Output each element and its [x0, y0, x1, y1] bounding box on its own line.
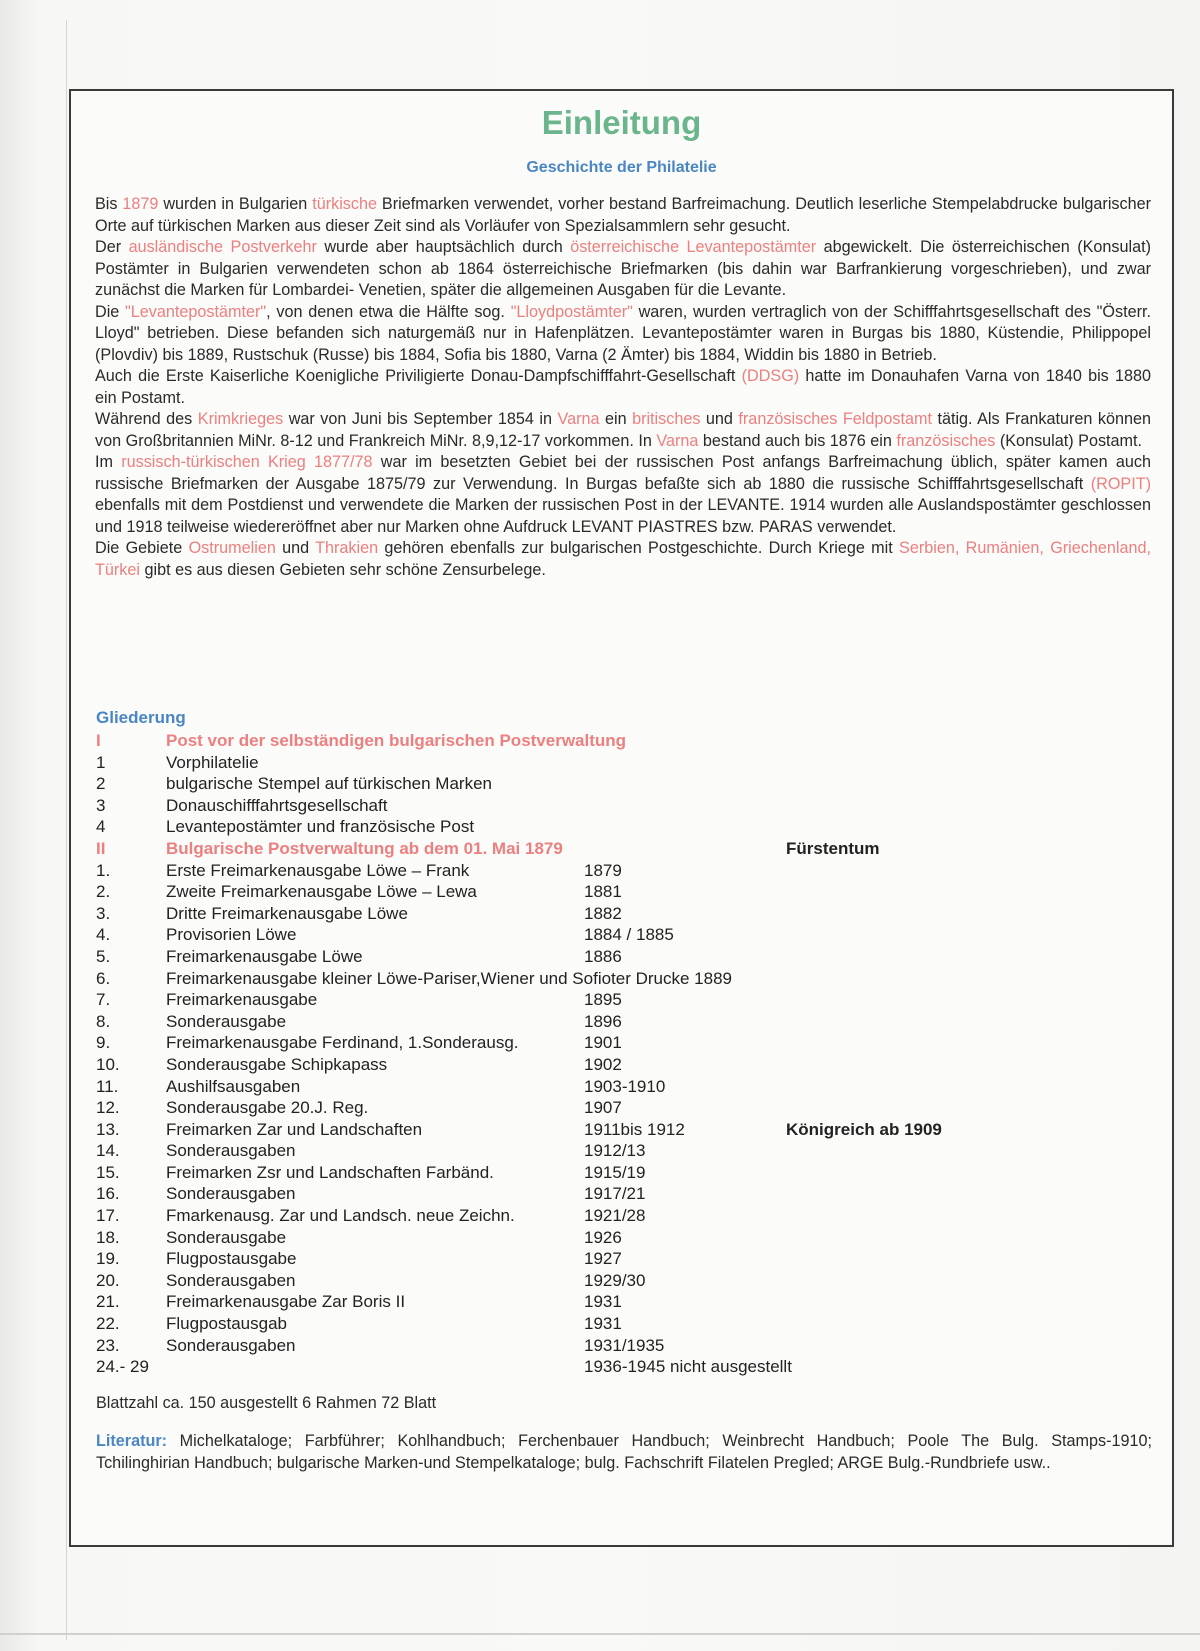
outline-number: 10. — [96, 1054, 120, 1074]
text-run: gibt es aus diesen Gebieten sehr schöne Zensurbelege. — [139, 560, 546, 579]
outline-item — [96, 924, 1156, 946]
highlight-term: "Lloydpostämter" — [510, 302, 633, 321]
outline-title: Erste Freimarkenausgabe Löwe – Frank — [166, 860, 470, 880]
page-title: Einleitung — [541, 104, 702, 141]
outline-number: 14. — [96, 1141, 120, 1161]
outline-title: Sonderausgabe 20.J. Reg. — [166, 1098, 369, 1118]
content-frame — [69, 89, 1174, 1547]
outline-number: II — [96, 838, 106, 858]
outline-year: 1881 — [584, 882, 622, 902]
text-run: ebenfalls mit dem Postdienst und verwendete die Marken der russischen Post in der LEVANTE. 1914 wurden alle Auslandspostämter geschlossen und 1918 teilweise wiedereröffnet aber nur Marken ohne Aufdruck LEVANT PIASTRES bzw. PARAS verwendet. — [95, 496, 1151, 536]
outline-year: 1895 — [584, 990, 622, 1010]
highlight-term: Varna — [557, 410, 600, 428]
outline-year: 1896 — [584, 1011, 622, 1031]
outline-item — [96, 989, 1156, 1011]
paper-edge — [0, 1633, 1200, 1635]
text-run: waren, wurden vertraglich von der Schifffahrtsgesellschaft des "Österr. Lloyd" betrieben. Diese befanden sich naturgemäß nur in Hafenplätzen. Levantepostämter waren in Burgas bis 1880, Küstendie, Philippopel (Plovdiv) bis 1889, Rustschuk (Russe) bis 1884, Sofia bis 1880, Varna (2 Ämter) bis 1884, Widdin bis 1880 in Betrieb. — [95, 302, 1151, 364]
outline-number: 11. — [96, 1076, 119, 1096]
outline-year: 1882 — [584, 903, 622, 923]
outline-item — [96, 1054, 1156, 1076]
text-run: Im — [95, 453, 122, 471]
highlight-term: britisches — [632, 410, 701, 428]
outline-year: 1917/21 — [584, 1184, 646, 1204]
intro-paragraph — [95, 409, 1151, 452]
outline-title: Sonderausgabe — [166, 1227, 287, 1247]
literature-note — [96, 1431, 1152, 1474]
outline-item — [96, 1291, 1156, 1313]
intro-paragraph — [95, 302, 1151, 367]
outline-year: 1931/1935 — [584, 1335, 665, 1355]
outline-item — [96, 1097, 1156, 1119]
outline-item — [96, 1313, 1156, 1335]
text-run: war von Juni bis September 1854 in — [283, 410, 558, 428]
outline-item — [96, 860, 1156, 882]
outline-item — [96, 1119, 1156, 1141]
highlight-term: französisches Feldpostamt — [738, 410, 932, 428]
outline-number: I — [96, 731, 101, 750]
outline-title: Sonderausgabe — [166, 1011, 287, 1031]
outline-item — [96, 773, 1156, 795]
outline-title: Sonderausgabe Schipkapass — [166, 1054, 388, 1074]
text-run: abgewickelt. Die österreichischen (Konsulat) Postämter in Bulgarien verwendeten schon ab 1864 österreichische Briefmarken (bis dahin war Barfrankierung vorgeschrieben), und zwar zunächst die Marken für Lombardei- Venetien, später die allgemeinen Ausgaben für die Levante. — [95, 238, 1151, 299]
outline-item — [96, 1183, 1156, 1205]
outline-number: 23. — [96, 1335, 120, 1355]
highlight-term: österreichische Levantepostämter — [570, 238, 817, 256]
outline-number: 3 — [96, 795, 106, 815]
outline-title: Vorphilatelie — [166, 752, 259, 772]
text-run: , von denen etwa die Hälfte sog. — [266, 302, 511, 321]
outline-title: bulgarische Stempel auf türkischen Marken — [166, 774, 492, 794]
outline-item — [96, 946, 1156, 968]
outline-number: 22. — [96, 1314, 120, 1334]
text-run: Die Gebiete — [95, 539, 189, 557]
outline-title: Provisorien Löwe — [166, 925, 297, 945]
highlight-term: französisches — [896, 431, 996, 450]
outline-item — [96, 1227, 1156, 1249]
text-run: wurde aber hauptsächlich durch — [316, 238, 571, 256]
outline-title: Fmarkenausg. Zar und Landsch. neue Zeichn. — [166, 1206, 515, 1226]
outline-item — [96, 795, 1156, 817]
outline-number: 18. — [96, 1227, 120, 1247]
outline-title: Freimarkenausgabe Löwe — [166, 946, 363, 966]
outline-number: 1. — [96, 860, 111, 880]
outline-year: 1936-1945 nicht ausgestellt — [584, 1357, 792, 1377]
outline-item — [96, 968, 1156, 990]
highlight-term: Ostrumelien — [188, 539, 276, 557]
outline-title: Levantepostämter und französische Post — [166, 817, 475, 837]
text-run: hatte im Donauhafen Varna von 1840 bis 1880 ein Postamt. — [95, 367, 1151, 407]
outline-year: 1931 — [584, 1292, 622, 1312]
outline-number: 17. — [96, 1206, 120, 1226]
outline-item — [96, 1140, 1156, 1162]
text-run: war im besetzten Gebiet bei der russischen Post anfangs Barfreimachung üblich, später kamen auch russische Briefmarken der Ausgabe 1875/79 zur Verwendung. In Burgas befaßte sich ab 1880 die russische Schifffahrtsgesellschaft — [95, 453, 1151, 493]
outline-title: Post vor der selbständigen bulgarischen Postverwaltung — [166, 731, 627, 750]
outline-year: 1902 — [584, 1054, 622, 1074]
highlight-term: (ROPIT) — [1090, 474, 1151, 493]
outline-number: 16. — [96, 1184, 120, 1204]
highlight-term: Serbien, Rumänien, Griechenland, Türkei — [95, 539, 1151, 579]
outline-number: 7. — [96, 990, 111, 1010]
outline-number: 19. — [96, 1249, 120, 1269]
text-run: und — [275, 539, 316, 557]
outline-year: 1926 — [584, 1227, 622, 1247]
highlight-term: Thrakien — [315, 539, 379, 557]
outline-title: Sonderausgaben — [166, 1270, 296, 1290]
outline-year: 1915/19 — [584, 1162, 646, 1182]
outline-year: 1879 — [584, 860, 622, 880]
outline-title: Sonderausgaben — [166, 1184, 296, 1204]
intro-text — [95, 194, 1151, 581]
outline-item — [96, 1076, 1156, 1098]
outline-section — [96, 838, 1156, 860]
outline-item — [96, 1356, 1156, 1378]
outline-title: Sonderausgaben — [166, 1335, 296, 1355]
highlight-term: "Levantepostämter" — [125, 302, 267, 321]
outline-year: 1911bis 1912 — [584, 1119, 685, 1139]
text-run: gehören ebenfalls zur bulgarischen Postgeschichte. Durch Kriege mit — [378, 539, 900, 557]
outline-title: Sonderausgaben — [166, 1141, 296, 1161]
outline-number: 20. — [96, 1270, 120, 1290]
outline-year: 1929/30 — [584, 1270, 646, 1290]
text-run: Auch die Erste Kaiserliche Koenigliche Priviligierte Donau-Dampfschifffahrt-Gesellschaft — [95, 367, 742, 385]
outline-item — [96, 752, 1156, 774]
highlight-term: Varna — [656, 431, 699, 450]
outline-number: 13. — [96, 1119, 120, 1139]
text-run: Die — [95, 302, 126, 321]
sheet-count-note: Blattzahl ca. 150 ausgestellt 6 Rahmen 72 Blatt — [96, 1394, 437, 1412]
outline-year: 1901 — [584, 1033, 622, 1053]
outline-title: Freimarkenausgabe — [166, 990, 318, 1010]
outline-section — [96, 730, 1156, 752]
text-run: tätig. Als Frankaturen können von Großbritannien MiNr. 8-12 und Frankreich MiNr. 8,9,12-17 vorkommen. In — [95, 410, 1151, 450]
outline-number: 24.- 29 — [96, 1357, 149, 1377]
highlight-term: Krimkrieges — [197, 410, 284, 428]
text-run: bestand auch bis 1876 ein — [698, 431, 897, 450]
outline-item — [96, 1011, 1156, 1033]
outline-item — [96, 903, 1156, 925]
outline-item — [96, 1205, 1156, 1227]
outline-title: Flugpostausgabe — [166, 1249, 297, 1269]
outline-number: 21. — [96, 1292, 120, 1312]
intro-paragraph — [95, 452, 1151, 538]
text-run: ein — [599, 410, 633, 428]
highlight-term: (DDSG) — [741, 367, 800, 385]
text-run: und — [700, 410, 739, 428]
outline-number: 1 — [96, 752, 106, 772]
outline-number: 15. — [96, 1162, 120, 1182]
page-subtitle: Geschichte der Philatelie — [526, 159, 717, 176]
text-run: Während des — [95, 410, 198, 428]
highlight-term: ausländische Postverkehr — [128, 238, 317, 256]
outline-number: 9. — [96, 1033, 111, 1053]
text-run: (Konsulat) Postamt. — [995, 431, 1143, 450]
outline-item — [96, 1248, 1156, 1270]
outline-number: 2. — [96, 882, 111, 902]
outline-title: Freimarkenausgabe kleiner Löwe-Pariser,Wiener und Sofioter Drucke 1889 — [166, 968, 733, 988]
outline-year: 1927 — [584, 1249, 622, 1269]
outline-title: Bulgarische Postverwaltung ab dem 01. Mai 1879 — [166, 838, 563, 858]
intro-paragraph — [95, 366, 1151, 409]
outline-heading: Gliederung — [96, 708, 186, 727]
outline-item — [96, 1162, 1156, 1184]
highlight-term: türkische — [312, 195, 377, 213]
outline-year: 1907 — [584, 1098, 622, 1118]
outline-item — [96, 1335, 1156, 1357]
paper-crease — [66, 20, 67, 1640]
outline-title: Aushilfsausgaben — [166, 1076, 301, 1096]
outline-title: Donauschifffahrtsgesellschaft — [166, 795, 388, 815]
outline-number: 12. — [96, 1098, 120, 1118]
outline-number: 4. — [96, 925, 111, 945]
outline-title: Freimarken Zsr und Landschaften Farbänd. — [166, 1162, 494, 1182]
outline-item — [96, 1270, 1156, 1292]
text-run: Der — [95, 238, 129, 256]
text-run: Briefmarken verwendet, vorher bestand Barfreimachung. Deutlich leserliche Stempelabdrucke bulgarischer Orte auf türkischen Marken aus dieser Zeit sind als Vorläufer von Spezialsammlern sehr gesucht. — [95, 195, 1152, 235]
outline-title: Flugpostausgab — [166, 1314, 287, 1334]
outline-year: 1884 / 1885 — [584, 925, 674, 945]
outline-number: 3. — [96, 903, 111, 923]
intro-paragraph — [95, 237, 1151, 302]
outline-item — [96, 1032, 1156, 1054]
literature-text: Michelkataloge; Farbführer; Kohlhandbuch; Ferchenbauer Handbuch; Weinbrecht Handbuch; Poole The Bulg. Stamps-1910; Tchilinghirian Handbuch; bulgarische Marken-und Stempelkataloge; bulg. Fachschrift Filatelen Pregled; ARGE Bulg.-Rundbriefe usw.. — [96, 1432, 1152, 1472]
literature-label: Literatur: — [96, 1432, 168, 1450]
outline-title: Dritte Freimarkenausgabe Löwe — [166, 903, 408, 923]
text-run: Bis — [95, 195, 123, 213]
outline-list — [96, 730, 1156, 1378]
intro-paragraph — [95, 538, 1151, 581]
outline-year: 1903-1910 — [584, 1076, 666, 1096]
outline-era: Fürstentum — [786, 838, 880, 858]
outline-year: 1912/13 — [584, 1141, 646, 1161]
outline-era: Königreich ab 1909 — [786, 1119, 942, 1139]
outline-title: Freimarkenausgabe Zar Boris II — [166, 1292, 406, 1312]
outline-number: 2 — [96, 774, 106, 794]
outline-title: Zweite Freimarkenausgabe Löwe – Lewa — [166, 882, 477, 902]
outline-year: 1886 — [584, 946, 622, 966]
outline-number: 8. — [96, 1011, 111, 1031]
outline-item — [96, 816, 1156, 838]
outline-title: Freimarkenausgabe Ferdinand, 1.Sonderausg. — [166, 1033, 519, 1053]
outline-number: 6. — [96, 968, 111, 988]
outline-title: Freimarken Zar und Landschaften — [166, 1119, 423, 1139]
outline-number: 5. — [96, 946, 111, 966]
intro-paragraph — [95, 194, 1151, 237]
highlight-term: 1879 — [122, 195, 159, 213]
outline-year: 1931 — [584, 1314, 622, 1334]
outline-item — [96, 881, 1156, 903]
outline-year: 1921/28 — [584, 1206, 646, 1226]
highlight-term: russisch-türkischen Krieg 1877/78 — [121, 453, 373, 471]
outline-number: 4 — [96, 817, 106, 837]
text-run: wurden in Bulgarien — [158, 195, 313, 213]
